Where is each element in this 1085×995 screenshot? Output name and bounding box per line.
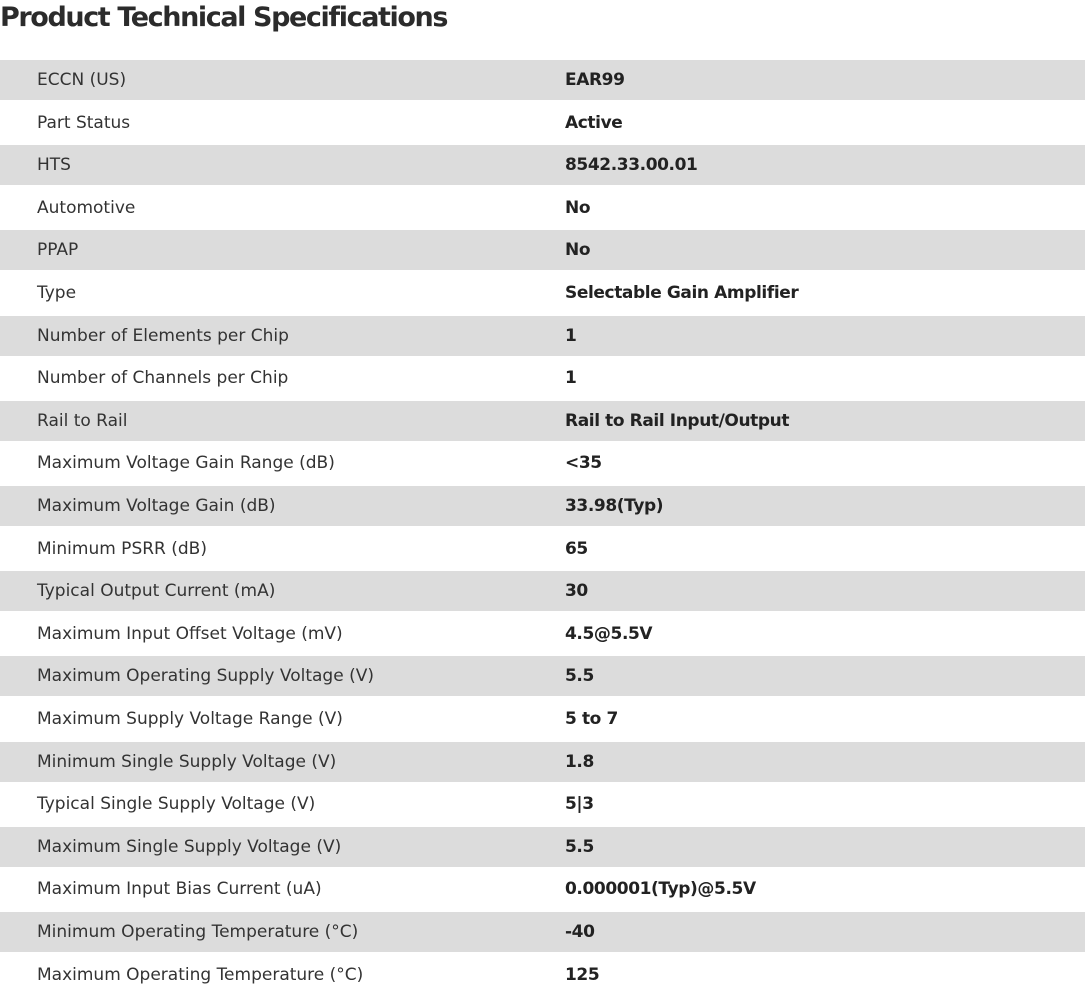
spec-row [0,699,1085,739]
spec-label: Minimum PSRR (dB) [37,538,207,559]
spec-row [0,571,1085,611]
spec-row [0,614,1085,654]
spec-label: Typical Single Supply Voltage (V) [37,794,316,815]
spec-row [0,784,1085,824]
spec-label: Maximum Operating Temperature (°C) [37,964,364,985]
spec-label: Maximum Input Offset Voltage (mV) [37,623,343,644]
spec-label: Type [37,283,77,303]
spec-label: Maximum Operating Supply Voltage (V) [37,666,374,687]
spec-label: HTS [37,155,71,176]
spec-row [0,869,1085,909]
spec-row [0,230,1085,270]
spec-row [0,955,1085,995]
spec-row [0,912,1085,952]
spec-label: Minimum Operating Temperature (°C) [37,922,359,942]
spec-value: 8542.33.00.01 [565,155,698,176]
spec-row [0,103,1085,143]
spec-label: Number of Elements per Chip [37,325,289,346]
spec-value: EAR99 [565,70,625,90]
spec-value: 1 [565,368,577,389]
spec-label: Maximum Voltage Gain (dB) [37,496,276,516]
spec-value: 125 [565,964,600,985]
spec-value: 30 [565,581,588,602]
spec-label: Number of Channels per Chip [37,368,289,389]
spec-value: 65 [565,538,588,559]
spec-label: Minimum Single Supply Voltage (V) [37,751,337,772]
spec-value: 5.5 [565,836,594,857]
spec-value: Active [565,112,623,133]
spec-label: Typical Output Current (mA) [37,581,276,602]
spec-value: 5|3 [565,794,594,815]
spec-label: ECCN (US) [37,70,127,90]
spec-label: Maximum Voltage Gain Range (dB) [37,453,335,474]
spec-label: Maximum Single Supply Voltage (V) [37,836,342,857]
spec-value: Selectable Gain Amplifier [565,283,799,303]
spec-row [0,529,1085,569]
spec-value: 33.98(Typ) [565,496,664,516]
spec-value: No [565,240,591,261]
spec-label: Part Status [37,112,131,133]
spec-value: Rail to Rail Input/Output [565,410,790,431]
spec-label: Maximum Supply Voltage Range (V) [37,709,343,729]
spec-label: Automotive [37,197,136,218]
spec-label: Maximum Input Bias Current (uA) [37,879,322,900]
spec-value: 0.000001(Typ)@5.5V [565,879,756,900]
spec-label: PPAP [37,240,79,261]
spec-row [0,60,1085,100]
spec-row [0,316,1085,356]
spec-value: 1 [565,325,577,346]
spec-value: -40 [565,922,595,942]
spec-value: No [565,197,591,218]
spec-value: <35 [565,453,602,474]
spec-row [0,486,1085,526]
spec-value: 5 to 7 [565,709,618,729]
spec-row [0,827,1085,867]
spec-row [0,656,1085,696]
spec-row [0,145,1085,185]
spec-row [0,188,1085,228]
spec-row [0,358,1085,398]
spec-row [0,742,1085,782]
spec-label: Rail to Rail [37,410,128,431]
spec-row [0,401,1085,441]
spec-value: 4.5@5.5V [565,623,653,644]
spec-row [0,273,1085,313]
spec-row [0,443,1085,483]
spec-value: 1.8 [565,751,594,772]
spec-value: 5.5 [565,666,594,687]
page-title: Product Technical Specifications [0,2,448,33]
